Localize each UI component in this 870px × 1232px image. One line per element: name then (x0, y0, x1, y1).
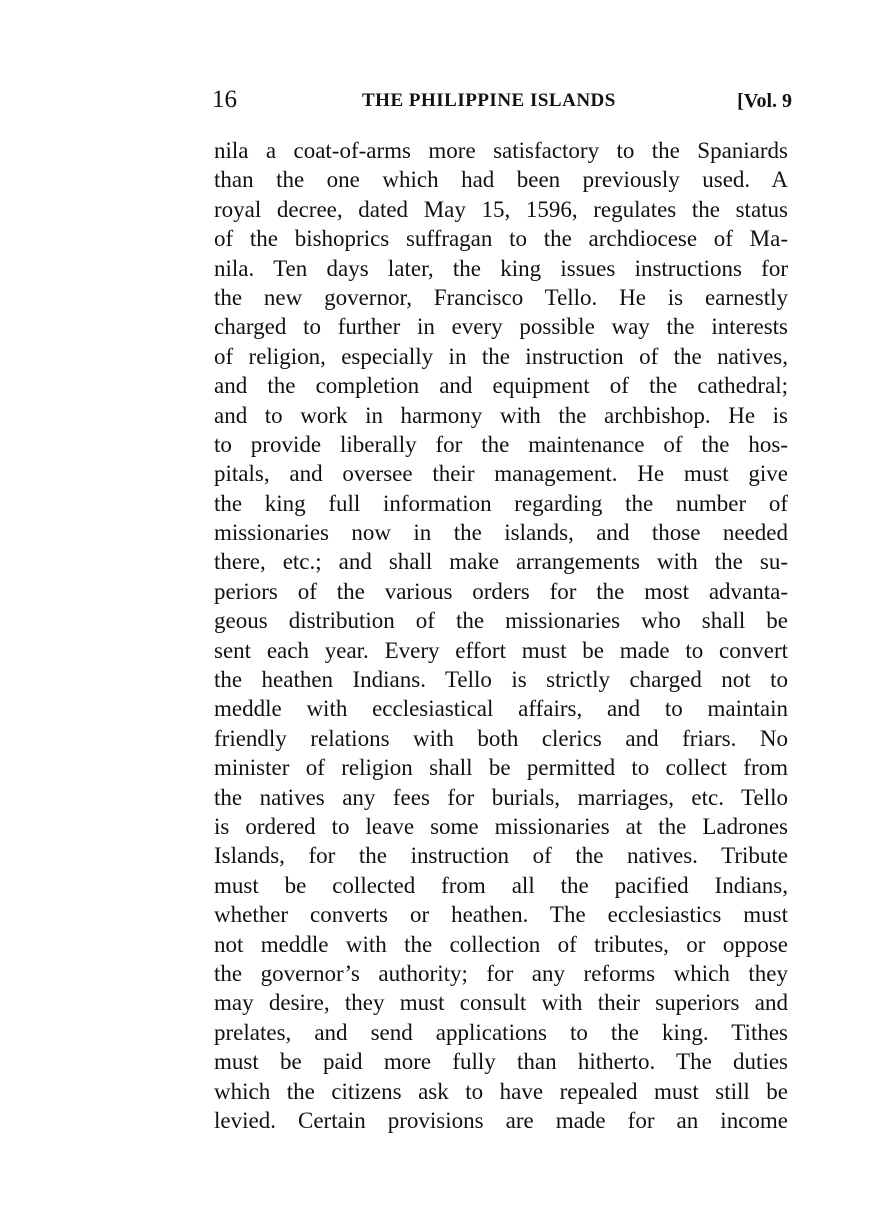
text-line: charged to further in every possible way the interests (214, 314, 788, 340)
text-line: the natives any fees for burials, marriages, etc. Tello (214, 784, 788, 810)
text-line: minister of religion shall be permitted to collect from (214, 755, 788, 781)
text-line: than the one which had been previously used. A (214, 167, 788, 193)
page-number: 16 (212, 86, 237, 113)
text-line: of religion, especially in the instruction of the natives, (214, 343, 788, 369)
text-line: the heathen Indians. Tello is strictly charged not to (214, 667, 788, 693)
volume-label: [Vol. 9 (737, 90, 792, 112)
text-line: which the citizens ask to have repealed must still be (214, 1078, 788, 1104)
text-line: of the bishoprics suffragan to the archdiocese of Ma- (214, 226, 788, 252)
text-line: missionaries now in the islands, and those needed (214, 520, 788, 546)
text-line: not meddle with the collection of tributes, or oppose (214, 931, 788, 957)
text-line: geous distribution of the missionaries who shall be (214, 608, 788, 634)
text-line: nila. Ten days later, the king issues instructions for (214, 255, 788, 281)
text-line: the king full information regarding the number of (214, 490, 788, 516)
text-line: and the completion and equipment of the cathedral; (214, 373, 788, 399)
text-line: the governor’s authority; for any reforms which they (214, 960, 788, 986)
text-line: is ordered to leave some missionaries at the Ladrones (214, 813, 788, 839)
text-line: friendly relations with both clerics and friars. No (214, 725, 788, 751)
text-line: sent each year. Every effort must be made to convert (214, 637, 788, 663)
running-title: THE PHILIPPINE ISLANDS (362, 90, 616, 111)
text-line: to provide liberally for the maintenance of the hos- (214, 431, 788, 457)
text-line: nila a coat-of-arms more satisfactory to the Spaniards (214, 138, 788, 163)
text-line: there, etc.; and shall make arrangements with the su- (214, 549, 788, 575)
text-line: Islands, for the instruction of the natives. Tribute (214, 843, 788, 869)
text-line: the new governor, Francisco Tello. He is earnestly (214, 284, 788, 310)
text-line: levied. Certain provisions are made for an income (214, 1107, 788, 1133)
text-line: and to work in harmony with the archbishop. He is (214, 402, 788, 428)
text-line: periors of the various orders for the most advanta- (214, 578, 788, 604)
text-line: prelates, and send applications to the king. Tithes (214, 1019, 788, 1045)
running-head (212, 86, 792, 122)
text-line: may desire, they must consult with their superiors and (214, 990, 788, 1016)
text-line: royal decree, dated May 15, 1596, regulates the status (214, 196, 788, 222)
text-line: whether converts or heathen. The ecclesiastics must (214, 902, 788, 928)
text-line: meddle with ecclesiastical affairs, and to maintain (214, 696, 788, 722)
text-line: pitals, and oversee their management. He must give (214, 461, 788, 487)
body-text (214, 136, 788, 1135)
text-line: must be paid more fully than hitherto. The duties (214, 1049, 788, 1075)
text-line: must be collected from all the pacified Indians, (214, 872, 788, 898)
